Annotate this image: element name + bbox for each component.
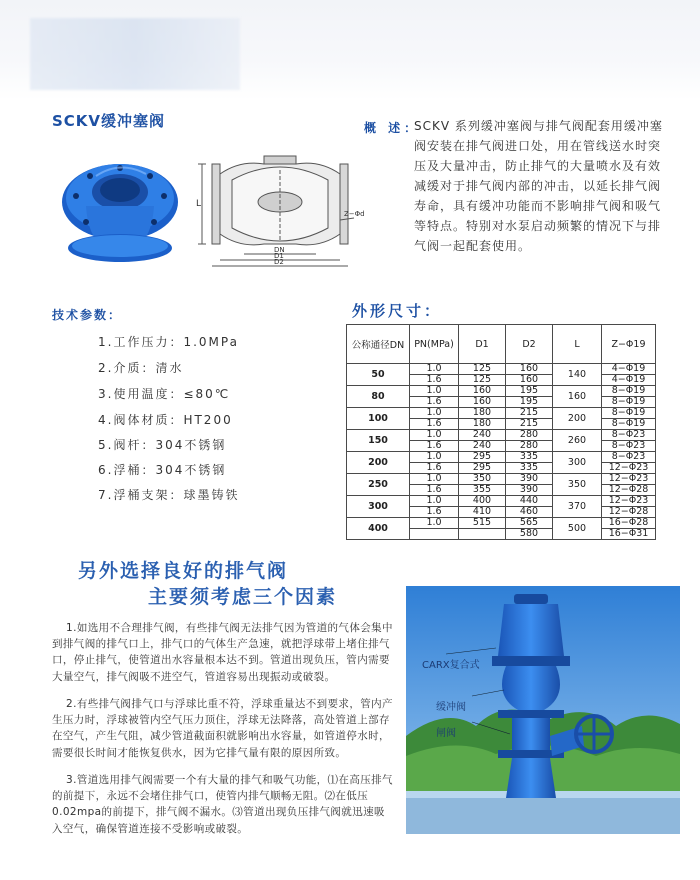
cell-z: 8−Φ19 <box>602 397 656 408</box>
cell-l: 140 <box>553 364 602 386</box>
spec-item: 1.工作压力：1.0MPa <box>98 335 239 349</box>
cell-l: 200 <box>553 408 602 430</box>
cell-d2: 565 <box>506 518 553 529</box>
col-header-l: L <box>553 325 602 364</box>
cell-z: 12−Φ23 <box>602 463 656 474</box>
cell-z: 12−Φ23 <box>602 496 656 507</box>
spec-item: 2.介质：清水 <box>98 361 184 375</box>
photo-label-carx: CARX复合式 <box>422 660 480 671</box>
cell-l: 300 <box>553 452 602 474</box>
spec-item: 6.浮桶：304不锈钢 <box>98 463 227 477</box>
cell-z: 16−Φ31 <box>602 529 656 540</box>
cell-d1: 160 <box>459 397 506 408</box>
cell-d1: 180 <box>459 419 506 430</box>
dimensions-table-body <box>347 364 656 540</box>
label-d2: D2 <box>274 258 284 266</box>
installation-photo <box>406 586 680 834</box>
cell-z: 4−Φ19 <box>602 375 656 386</box>
cell-d1: 355 <box>459 485 506 496</box>
cell-pn: 1.6 <box>410 375 459 386</box>
cell-pn: 1.0 <box>410 518 459 529</box>
cell-z: 8−Φ19 <box>602 386 656 397</box>
col-header-dn: 公称通径DN <box>347 325 410 364</box>
cell-z: 8−Φ19 <box>602 408 656 419</box>
cell-dn: 400 <box>347 518 410 540</box>
cell-d1: 160 <box>459 386 506 397</box>
cell-dn: 80 <box>347 386 410 408</box>
cell-pn: 1.0 <box>410 408 459 419</box>
cell-dn: 250 <box>347 474 410 496</box>
dimensions-title: 外形尺寸： <box>352 302 443 320</box>
cell-d2: 215 <box>506 408 553 419</box>
label-l: L <box>196 199 202 209</box>
overview-label: 概 述： <box>364 121 421 135</box>
cell-d2: 580 <box>506 529 553 540</box>
cell-z: 8−Φ23 <box>602 441 656 452</box>
tech-params-title: 技术参数： <box>52 308 123 322</box>
section-heading-line1: 另外选择良好的排气阀 <box>78 560 289 582</box>
cell-pn: 1.6 <box>410 463 459 474</box>
cell-l: 260 <box>553 430 602 452</box>
cell-d1: 125 <box>459 375 506 386</box>
section-heading-line2: 主要须考虑三个因素 <box>148 586 338 608</box>
product-title: SCKV缓冲塞阀 <box>52 112 166 130</box>
cell-d1 <box>459 529 506 540</box>
cell-z: 12−Φ28 <box>602 507 656 518</box>
spec-item: 3.使用温度：≤80℃ <box>98 387 231 401</box>
cell-d2: 335 <box>506 463 553 474</box>
label-dn: DN <box>274 246 285 254</box>
cell-dn: 300 <box>347 496 410 518</box>
table-row <box>347 430 656 441</box>
spec-item: 4.阀体材质：HT200 <box>98 413 233 427</box>
table-row <box>347 496 656 507</box>
table-header-row <box>347 325 656 364</box>
cell-d2: 195 <box>506 386 553 397</box>
cell-pn: 1.6 <box>410 441 459 452</box>
cell-d1: 240 <box>459 441 506 452</box>
photo-label-gate: 闸阀 <box>436 728 456 739</box>
cell-d2: 160 <box>506 375 553 386</box>
cell-dn: 200 <box>347 452 410 474</box>
cell-d1: 515 <box>459 518 506 529</box>
cell-pn: 1.0 <box>410 474 459 485</box>
cell-d2: 440 <box>506 496 553 507</box>
cell-dn: 150 <box>347 430 410 452</box>
cell-d2: 390 <box>506 474 553 485</box>
cell-d1: 295 <box>459 452 506 463</box>
overview-text: SCKV 系列缓冲塞阀与排气阀配套用缓冲塞阀安装在排气阀进口处，用在管线送水时突压及大量冲击，防止排气的大量喷水及有效减缓对于排气阀内部的冲击，以延长排气阀寿命，具有缓冲功能而不影响排气阀和吸气等特点。特别对水泵启动频繁的情况下与排气阀一起配套使用。 <box>414 119 663 253</box>
cell-pn: 1.6 <box>410 507 459 518</box>
cell-l: 160 <box>553 386 602 408</box>
photo-label-buffer: 缓冲阀 <box>436 702 466 713</box>
cell-d1: 410 <box>459 507 506 518</box>
cell-l: 350 <box>553 474 602 496</box>
cell-dn: 100 <box>347 408 410 430</box>
cell-l: 500 <box>553 518 602 540</box>
cell-d2: 160 <box>506 364 553 375</box>
spec-item: 7.浮桶支架：球墨铸铁 <box>98 488 240 502</box>
label-d1: D1 <box>274 252 284 260</box>
paragraph-1: 1.如选用不合理排气阀，有些排气阀无法排气因为管道的气体会集中到排气阀的排气口上，排气口的气体生产急速，就把浮球带上堵住排气口，停止排气，使管道出水容量根本达不到。管道出现负压，管内需要大量空气，排气阀吸不进空气，管道容易出现振动或破裂。 <box>52 622 393 683</box>
cell-pn: 1.0 <box>410 386 459 397</box>
cell-z: 16−Φ28 <box>602 518 656 529</box>
col-header-pn: PN(MPa) <box>410 325 459 364</box>
valve-section-drawing <box>194 150 366 274</box>
spec-item: 5.阀杆：304不锈钢 <box>98 438 227 452</box>
col-header-d1: D1 <box>459 325 506 364</box>
cell-d2: 280 <box>506 441 553 452</box>
cell-d1: 350 <box>459 474 506 485</box>
valve-photo <box>56 146 184 266</box>
cell-pn: 1.0 <box>410 452 459 463</box>
cell-d2: 215 <box>506 419 553 430</box>
table-row <box>347 386 656 397</box>
cell-pn <box>410 529 459 540</box>
cell-l: 370 <box>553 496 602 518</box>
cell-z: 12−Φ23 <box>602 474 656 485</box>
cell-pn: 1.6 <box>410 419 459 430</box>
cell-z: 4−Φ19 <box>602 364 656 375</box>
cell-z: 8−Φ19 <box>602 419 656 430</box>
cell-pn: 1.0 <box>410 430 459 441</box>
cell-d2: 195 <box>506 397 553 408</box>
cell-d2: 390 <box>506 485 553 496</box>
cell-z: 8−Φ23 <box>602 430 656 441</box>
paragraph-2: 2.有些排气阀排气口与浮球比重不符，浮球重量达不到要求，管内产生压力时，浮球被管内空气压力顶住，浮球无法降落，高处管道上部存在空气，产生气阻，减少管道截面积就影响出水容量，如管道停水时，需要很长时间才能恢复供水，因为它排气量有限的原因所致。 <box>52 698 393 759</box>
col-header-d2: D2 <box>506 325 553 364</box>
paragraph-3: 3.管道选用排气阀需要一个有大量的排气和吸气功能，⑴在高压排气的前提下，永远不会堵住排气口，使管内排气顺畅无阻。⑵在低压0.02mpa的前提下，排气阀不漏水。⑶管道出现负压排气阀就迅速吸入空气，确保管道连接不受影响或破裂。 <box>52 774 393 835</box>
table-row <box>347 474 656 485</box>
cell-d1: 295 <box>459 463 506 474</box>
cell-d2: 335 <box>506 452 553 463</box>
label-z: Z−Φd <box>344 210 365 218</box>
cell-z: 8−Φ23 <box>602 452 656 463</box>
table-row <box>347 408 656 419</box>
cell-pn: 1.0 <box>410 364 459 375</box>
cell-dn: 50 <box>347 364 410 386</box>
cell-d1: 400 <box>459 496 506 507</box>
table-row <box>347 364 656 375</box>
cell-pn: 1.6 <box>410 397 459 408</box>
dimensions-table <box>346 324 656 540</box>
cell-pn: 1.0 <box>410 496 459 507</box>
col-header-z: Z−Φ19 <box>602 325 656 364</box>
cell-d2: 280 <box>506 430 553 441</box>
table-row <box>347 452 656 463</box>
table-row <box>347 518 656 529</box>
cell-d1: 240 <box>459 430 506 441</box>
banner-logo <box>30 18 240 90</box>
cell-pn: 1.6 <box>410 485 459 496</box>
cell-d1: 125 <box>459 364 506 375</box>
cell-d2: 460 <box>506 507 553 518</box>
cell-z: 12−Φ28 <box>602 485 656 496</box>
cell-d1: 180 <box>459 408 506 419</box>
